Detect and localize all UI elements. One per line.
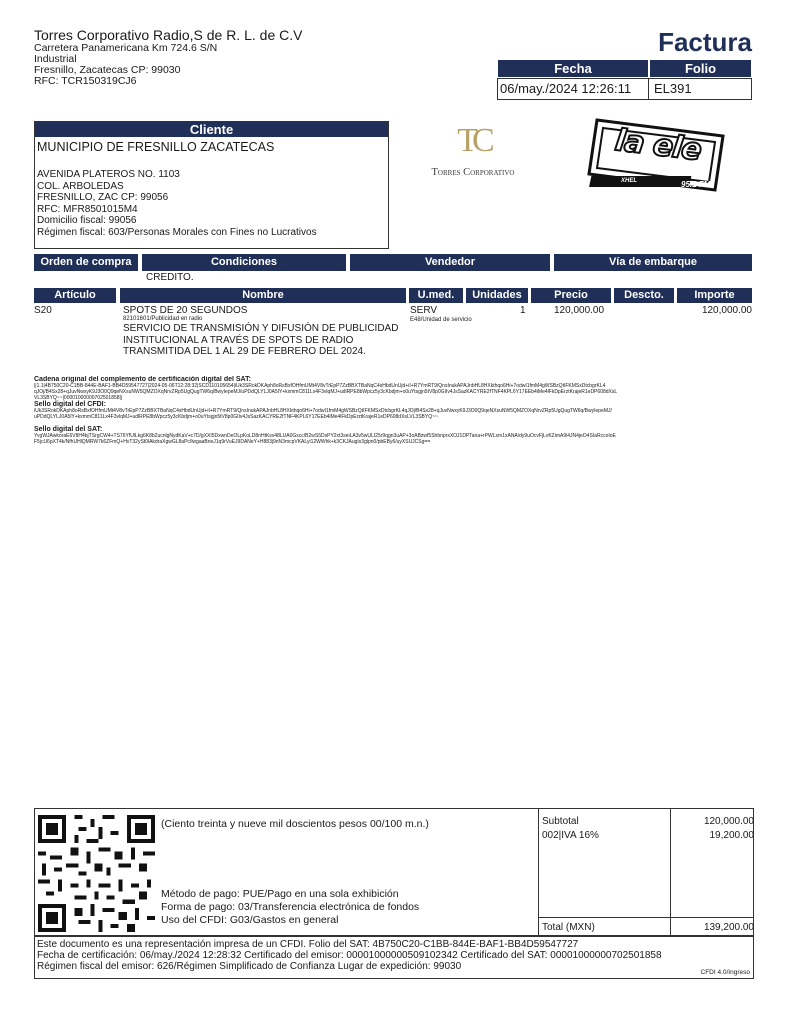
client-address-3: FRESNILLO, ZAC CP: 99056 <box>37 192 169 203</box>
client-rfc: RFC: MFR8501015M4 <box>37 203 138 215</box>
invoice-title: Factura <box>658 27 752 57</box>
col-importe: Importe <box>677 288 752 303</box>
col-precio: Precio <box>531 288 611 303</box>
client-box <box>34 121 389 249</box>
cadena-line-2: qJOj/B4Sx28+qJuvNwxyK9J3O0Q9qeNXsuNW5QMZOXqNrvZRp5UgQugTW6q/BwyIepeMJ/uPDdQLYLJ0A5lY+kxmmC811Lx4F3vlqMJ+udlRPE8bWpcz5y3cKbdjm+o0uYtsgjn5tV8p0GIIv4JsSazKACYRE2fTNF4KPL6Y17EEb4iMe4lFkDpErztKrajeR1eDP608dXsL <box>34 389 618 395</box>
orden-compra-header: Orden de compra <box>34 254 138 271</box>
client-regimen: Régimen fiscal: 603/Personas Morales con Fines no Lucrativos <box>37 226 317 238</box>
fecha-label: Fecha <box>498 60 648 77</box>
totals-box <box>34 808 754 936</box>
client-address-2: COL. ARBOLEDAS <box>37 180 124 192</box>
footer-box <box>34 936 754 979</box>
row-articulo: S20 <box>34 305 52 316</box>
sat-block <box>34 376 754 445</box>
torres-text: Torres Corporativo <box>431 167 515 178</box>
row-nombre: SPOTS DE 20 SEGUNDOS <box>123 305 248 316</box>
col-unidades: Unidades <box>466 288 528 303</box>
total-rule <box>538 917 754 918</box>
forma-pago: Forma de pago: 03/Transferencia electrónica de fondos <box>161 901 420 913</box>
iva-value: 19,200.00 <box>709 830 754 841</box>
sello-sat-line-2: F5jcU6pXT4k/NfhUHlQMRW7k6ZFmQ+HvT32ySt0lAkdraXgwGL8aPc/lwgaaBneJ1q9rVuEJ9DANeY+H883j9nN3mcpVKALyi12WWhk+k3CKJAugIx3glpn0/pbEBy6/uyXSUJCSg== <box>34 439 431 445</box>
subtotal-value: 120,000.00 <box>703 816 754 827</box>
issuer-address-1: Carretera Panamericana Km 724.6 S/N <box>34 42 218 54</box>
torres-corporativo-logo <box>408 122 538 184</box>
footer-line-3: Régimen fiscal del emisor: 626/Régimen Simplificado de Confianza Lugar de expedición: 99030 <box>37 961 462 972</box>
folio-value: EL391 <box>648 78 752 100</box>
fecha-value: 06/may./2024 12:26:11 <box>497 78 649 100</box>
sello-cfdi-line-2: uPDdQLYLJ0A5lY+kxmmC811Lx4F3vlqMJ+udlRPE8bWpcz5y3cKbdjm+o0uYtsgjn5tV8p0GIIv4JsSazKACYRE2fTNF4KPL6Y17EEb4iMe4lFkDpErztKrajeR1eDP608dXsLVL3SBYQ~~ <box>34 414 438 420</box>
issuer-rfc: RFC: TCR150319CJ6 <box>34 75 137 87</box>
uso-cfdi: Uso del CFDI: G03/Gastos en general <box>161 914 339 926</box>
row-clave: 82101601/Publicidad en radio <box>123 316 203 322</box>
la-ele-wordmark: la ele <box>613 122 703 169</box>
row-importe: 120,000.00 <box>701 305 752 316</box>
row-desc-1: SERVICIO DE TRANSMISIÓN Y DIFUSIÓN DE PUBLICIDAD <box>123 323 399 334</box>
via-embarque-header: Vía de embarque <box>554 254 752 271</box>
cadena-line-3: VL3SBYQ~~|00001000000702501858|| <box>34 395 123 401</box>
cadena-label: Cadena original del complemento de certificación digital del SAT: <box>34 376 251 383</box>
folio-label: Folio <box>650 60 751 77</box>
footer-line-2: Fecha de certificación: 06/may./2024 12:28:32 Certificado del emisor: 00001000000509102342 Certificado del SAT: 00001000000702501858 <box>37 950 662 961</box>
client-header: Cliente <box>35 122 388 137</box>
subtotal-label: Subtotal <box>542 816 579 827</box>
condiciones-header: Condiciones <box>142 254 346 271</box>
row-umed-sub: E48/Unidad de servicio <box>410 317 472 323</box>
la-ele-frequency: 95.1 FM <box>681 180 711 189</box>
amount-in-words: (Ciento treinta y nueve mil doscientos pesos 00/100 m.n.) <box>161 818 429 830</box>
la-ele-callsign: XHEL <box>621 178 638 184</box>
table-row <box>34 305 752 365</box>
sello-cfdi-line-1: iUk3SRokDKAph8oRsBxfOHfmUMt4V8vTrEpP7ZzBBXTBaNqC4sHbdUnUjd+iI+R7YmRT9/QnsInukAPAJnbHL8HXkthqo6Hi+7odwI1fmM4gWSBzQtIFKMSxDtcbgrKL4qJOj/B4Sx28+qJuvNwxyK9J3O0Q9qeNXsuNW5QMZOXqNrvZRp5UgQugTW6q/BwyIepeMJ/ <box>34 408 612 414</box>
client-name: MUNICIPIO DE FRESNILLO ZACATECAS <box>37 140 275 154</box>
qr-code-graphic <box>38 815 155 932</box>
row-umed: SERV <box>410 305 438 316</box>
sello-sat-line-1: YvgWJAwkoraE6V8H4bjTSrgCW4+TS76YfUlLkg6K8b2ucnlgNydKaV+c7D/gXXI5DxwnDeOLpKoLD8nHtKsv48LUA0Gscc/B2wS5DsPY2xt3seiLA3v5wULI25r9qgn3uAP+3oABzwf5ShbnprxXOJ1DPTana+rPWLxm1xANA/dy9uOcvFjLvKZimA9i4JN4jeO4SIaRccoIoE <box>34 433 616 439</box>
cfdi-version: CFDI 4.0/Ingreso <box>700 969 750 976</box>
row-unidades: 1 <box>520 305 526 316</box>
row-precio: 120,000.00 <box>554 305 605 316</box>
client-address-1: AVENIDA PLATEROS NO. 1103 <box>37 169 180 180</box>
vendedor-header: Vendedor <box>350 254 550 271</box>
col-articulo: Artículo <box>34 288 116 303</box>
metodo-pago: Método de pago: PUE/Pago en una sola exhibición <box>161 888 399 900</box>
issuer-name: Torres Corporativo Radio,S de R. L. de C.V <box>34 27 303 43</box>
total-value: 139,200.00 <box>703 922 754 933</box>
sello-sat-label: Sello digital del SAT: <box>34 426 103 433</box>
col-umed: U.med. <box>409 288 463 303</box>
row-desc-2: INSTITUCIONAL A TRAVÉS DE SPOTS DE RADIO <box>123 334 354 346</box>
iva-label: 002|IVA 16% <box>542 830 599 841</box>
client-domicilio: Domicilio fiscal: 99056 <box>37 215 137 226</box>
col-descto: Descto. <box>614 288 674 303</box>
row-desc-3: TRANSMITIDA DEL 1 AL 29 DE FEBRERO DEL 2024. <box>123 346 366 357</box>
total-label: Total (MXN) <box>542 922 595 933</box>
torres-mark: TC <box>457 122 489 159</box>
condiciones-value: CREDITO. <box>146 272 194 283</box>
issuer-address-3: Fresnillo, Zacatecas CP: 99030 <box>34 64 181 76</box>
footer-line-1: Este documento es una representación impresa de un CFDI. Folio del SAT: 4B750C20-C1BB-844E-BAF1-BB4D59547727 <box>37 939 579 950</box>
col-nombre: Nombre <box>120 288 406 303</box>
qr-code <box>38 815 155 932</box>
issuer-block <box>34 27 302 87</box>
issuer-address-2: Industrial <box>34 53 77 65</box>
sello-cfdi-label: Sello digital del CFDI: <box>34 401 106 408</box>
la-ele-logo <box>583 112 733 202</box>
cadena-line-1: ||1.1|4B750C20-C1BB-844E-BAF1-BB4D59547727|2024-05-06T12:28:32|SCD110105654|iUk3SRokDKAph8oRsBxfOHfmUMt4V8vTrEpP7ZzBBXTBaNqC4sHbdUnUjd+iI+R7YmRT9/QnsInukAPAJnbHL8HXkthqo6Hi+7odwI1fmM4gWSBzQtIFKMSxDtcbgrKL4 <box>34 383 606 389</box>
